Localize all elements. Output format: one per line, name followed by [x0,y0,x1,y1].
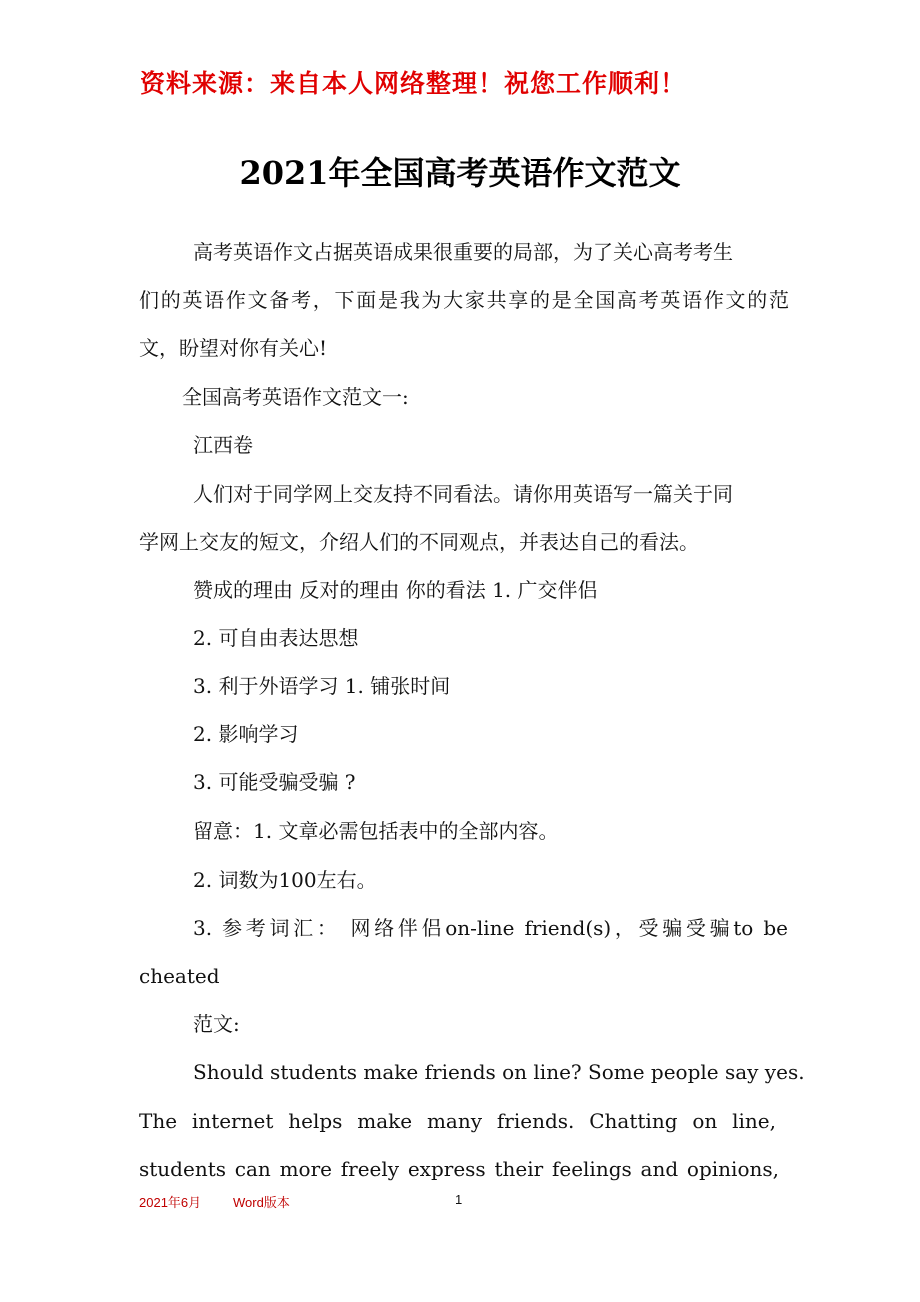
list-item: 2. 影响学习 [193,722,299,746]
paragraph-line: 范文: [193,1012,240,1036]
paragraph-line: 人们对于同学网上交友持不同看法。请你用英语写一篇关于同 [193,482,733,506]
source-banner: 资料来源：来自本人网络整理！祝您工作顺利！ [140,69,687,98]
list-item: 3. 参考词汇： 网络伴侣on-line friend(s)，受骗受骗to be [193,916,788,940]
document-title: 2021年全国高考英语作文范文 [239,154,681,192]
list-item: 3. 可能受骗受骗 ? [193,770,356,794]
footer-version: Word版本 [233,1195,290,1210]
list-item: 3. 利于外语学习 1. 铺张时间 [193,674,451,698]
paragraph-line: 江西卷 [193,433,253,457]
section-heading: 全国高考英语作文范文一: [182,385,409,409]
paragraph-line: Should students make friends on line? Some people say yes. [193,1060,805,1084]
paragraph-line: 留意：1. 文章必需包括表中的全部内容。 [193,819,559,843]
paragraph-line: 高考英语作文占据英语成果很重要的局部，为了关心高考考生 [193,240,733,264]
paragraph-line: The internet helps make many friends. Chatting on line, [139,1109,776,1133]
paragraph-line: 赞成的理由 反对的理由 你的看法 1. 广交伴侣 [193,578,598,602]
paragraph-line: 学网上交友的短文，介绍人们的不同观点，并表达自己的看法。 [139,530,699,554]
paragraph-line: students can more freely express their feelings and opinions, [139,1157,779,1181]
list-item: 2. 可自由表达思想 [193,626,359,650]
paragraph-line: 文，盼望对你有关心! [139,336,328,360]
paragraph-line: cheated [139,964,220,988]
footer-date: 2021年6月 [139,1195,202,1210]
list-item: 2. 词数为100左右。 [193,868,377,892]
paragraph-line: 们的英语作文备考，下面是我为大家共享的是全国高考英语作文的范 [139,288,789,312]
page-number: 1 [455,1192,463,1207]
